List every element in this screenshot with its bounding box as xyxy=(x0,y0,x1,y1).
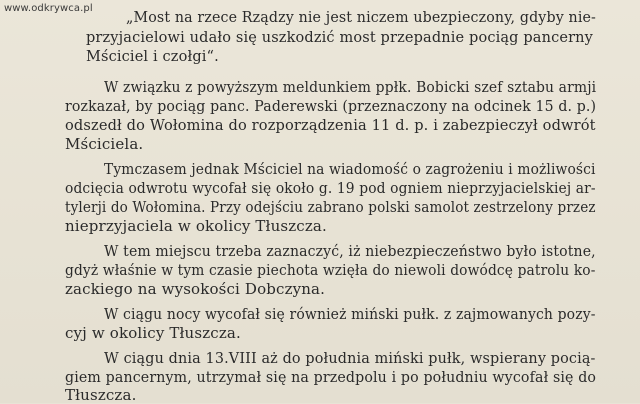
paragraph-line: odcięcia odwrotu wycofał się około g. 19 pod ogniem nieprzyjacielskiej ar- xyxy=(65,179,596,197)
paragraph-line: odszedł do Wołomina do rozporządzenia 11 d. p. i zabezpieczył odwrót xyxy=(65,116,596,134)
watermark-text: www.odkrywca.pl xyxy=(4,3,93,14)
quote-line: przyjacielowi udało się uszkodzić most przepadnie pociąg pancerny xyxy=(86,30,593,46)
paragraph-line: zackiego na wysokości Dobczyna. xyxy=(65,280,326,298)
paragraph-line: W tem miejscu trzeba zaznaczyć, iż niebezpieczeństwo było istotne, xyxy=(104,242,596,260)
paragraph-line: tylerji do Wołomina. Przy odejściu zabrano polski samolot zestrzelony przez xyxy=(65,198,596,216)
quote-line: „Most na rzece Rządzy nie jest niczem ubezpieczony, gdyby nie- xyxy=(126,10,597,26)
paragraph-line: giem pancernym, utrzymał się na przedpolu i po południu wycofał się do xyxy=(65,368,597,386)
paragraph-line: W ciągu dnia 13.VIII aż do południa miński pułk, wspierany pocią- xyxy=(104,349,596,367)
paragraph-line: rozkazał, by pociąg panc. Paderewski (przeznaczony na odcinek 15 d. p.) xyxy=(65,97,597,115)
paragraph-line: nieprzyjaciela w okolicy Tłuszcza. xyxy=(65,217,327,235)
paragraph-line: cyj w okolicy Tłuszcza. xyxy=(65,324,241,342)
paragraph-line: Tymczasem jednak Mściciel na wiadomość o zagrożeniu i możliwości xyxy=(104,160,596,178)
paragraph-line: Mściciela. xyxy=(65,135,144,153)
paragraph-line: Tłuszcza. xyxy=(65,386,137,404)
quote-line: Mściciel i czołgi“. xyxy=(86,49,219,65)
paragraph-line: gdyż właśnie w tym czasie piechota wzięła do niewoli dowódcę patrolu ko- xyxy=(65,261,596,279)
paragraph-line: W ciągu nocy wycofał się również miński pułk. z zajmowanych pozy- xyxy=(104,305,596,323)
paragraph-line: W związku z powyższym meldunkiem ppłk. Bobicki szef sztabu armji xyxy=(104,78,597,96)
